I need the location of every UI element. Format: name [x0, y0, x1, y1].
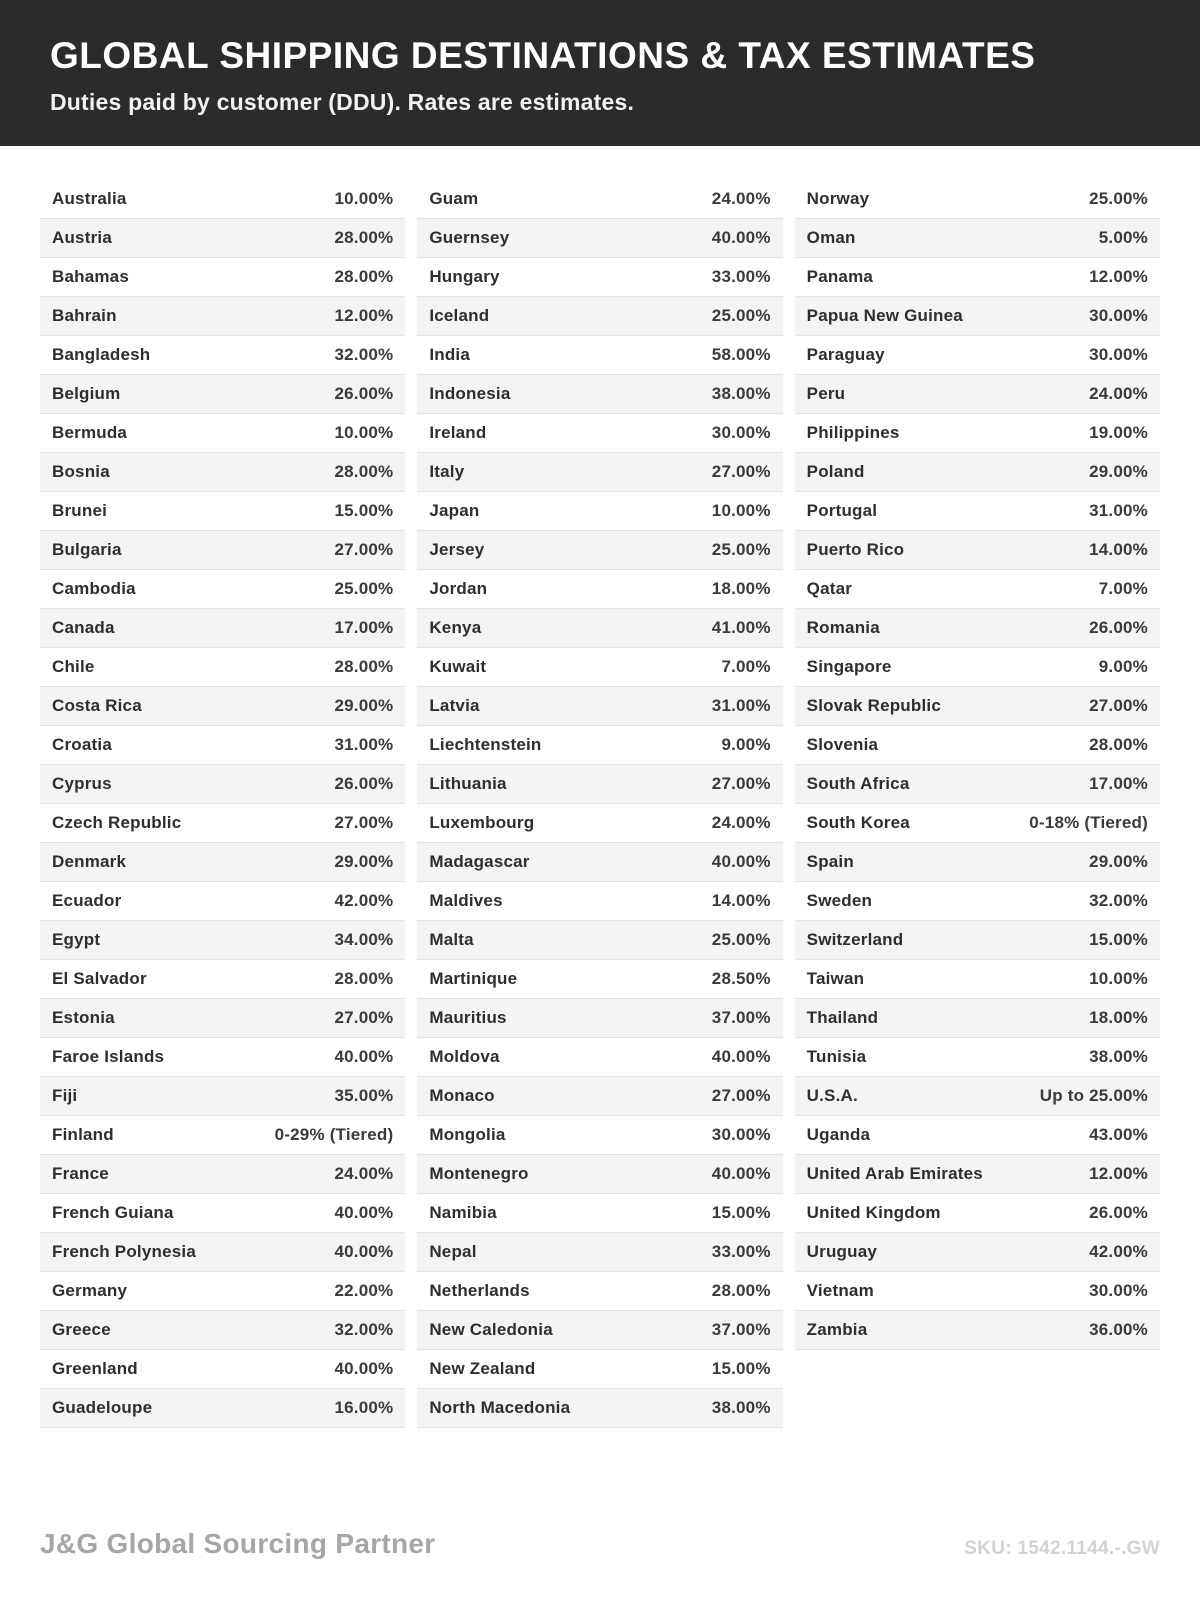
- table-row: [40, 1077, 405, 1116]
- country-name: U.S.A.: [806, 1085, 858, 1105]
- rate-value: 27.00%: [334, 539, 394, 559]
- country-name: New Caledonia: [429, 1319, 553, 1339]
- table-row: [795, 1155, 1160, 1194]
- table-row: [417, 882, 782, 921]
- country-name: Canada: [52, 617, 115, 637]
- rate-value: 32.00%: [334, 344, 394, 364]
- country-name: Bosnia: [52, 461, 110, 481]
- table-row: [417, 414, 782, 453]
- country-name: Romania: [806, 617, 880, 637]
- table-row: [40, 297, 405, 336]
- table-row: [417, 999, 782, 1038]
- rate-value: 10.00%: [1089, 968, 1148, 988]
- table-row: [40, 687, 405, 726]
- country-name: Germany: [52, 1280, 128, 1300]
- table-row: [795, 1077, 1160, 1116]
- country-name: Monaco: [429, 1085, 495, 1105]
- country-name: Cyprus: [52, 773, 112, 793]
- rate-value: 30.00%: [1089, 305, 1148, 325]
- table-row: [795, 297, 1160, 336]
- table-row: [417, 765, 782, 804]
- rate-value: 30.00%: [1089, 1280, 1148, 1300]
- rate-value: 58.00%: [711, 344, 771, 364]
- rate-value: 25.00%: [711, 539, 771, 559]
- table-row: [795, 219, 1160, 258]
- country-name: Sweden: [806, 890, 873, 910]
- table-row: [40, 1311, 405, 1350]
- country-name: Oman: [806, 227, 856, 247]
- country-name: Slovenia: [806, 734, 879, 754]
- rate-value: Up to 25.00%: [1039, 1085, 1148, 1105]
- rate-value: 28.50%: [711, 968, 771, 988]
- table-row: [417, 687, 782, 726]
- country-name: Guernsey: [429, 227, 510, 247]
- rate-value: 25.00%: [711, 305, 771, 325]
- country-name: Bahamas: [52, 266, 129, 286]
- country-name: French Guiana: [52, 1202, 174, 1222]
- rate-value: 34.00%: [334, 929, 394, 949]
- table-row: [795, 999, 1160, 1038]
- country-name: Taiwan: [806, 968, 865, 988]
- rate-value: 40.00%: [334, 1358, 394, 1378]
- header: [0, 0, 1200, 146]
- table-row: [40, 882, 405, 921]
- rate-value: 10.00%: [334, 422, 394, 442]
- country-name: Norway: [806, 188, 870, 208]
- rate-value: 24.00%: [711, 812, 771, 832]
- country-name: El Salvador: [52, 968, 147, 988]
- rate-value: 40.00%: [334, 1241, 394, 1261]
- table-row: [417, 1194, 782, 1233]
- country-name: Netherlands: [429, 1280, 530, 1300]
- country-name: Bahrain: [52, 305, 117, 325]
- rate-value: 37.00%: [711, 1319, 771, 1339]
- rate-value: 27.00%: [1089, 695, 1148, 715]
- country-name: Brunei: [52, 500, 108, 520]
- country-name: Moldova: [429, 1046, 500, 1066]
- rate-value: 29.00%: [1089, 851, 1148, 871]
- country-name: Singapore: [806, 656, 892, 676]
- rate-value: 25.00%: [1089, 188, 1148, 208]
- rate-value: 35.00%: [334, 1085, 394, 1105]
- table-row: [417, 297, 782, 336]
- country-name: Papua New Guinea: [806, 305, 963, 325]
- rate-value: 16.00%: [334, 1397, 394, 1417]
- table-row: [795, 804, 1160, 843]
- rate-value: 32.00%: [1089, 890, 1148, 910]
- country-name: Estonia: [52, 1007, 115, 1027]
- rate-value: 14.00%: [1089, 539, 1148, 559]
- country-name: New Zealand: [429, 1358, 536, 1378]
- country-name: Maldives: [429, 890, 503, 910]
- rate-value: 15.00%: [711, 1358, 771, 1378]
- table-row: [795, 375, 1160, 414]
- table-row: [40, 726, 405, 765]
- rate-value: 17.00%: [1089, 773, 1148, 793]
- table-row: [40, 843, 405, 882]
- sku-text: SKU: 1542.1144.-.GW: [964, 1538, 1160, 1559]
- rate-value: 30.00%: [1089, 344, 1148, 364]
- country-name: France: [52, 1163, 109, 1183]
- country-name: Greece: [52, 1319, 111, 1339]
- country-name: Egypt: [52, 929, 101, 949]
- rate-value: 0-29% (Tiered): [274, 1124, 394, 1144]
- table-row: [795, 726, 1160, 765]
- table-row: [40, 180, 405, 219]
- table-row: [795, 1194, 1160, 1233]
- country-name: Qatar: [806, 578, 853, 598]
- country-name: Chile: [52, 656, 95, 676]
- rate-value: 36.00%: [1089, 1319, 1148, 1339]
- table-row: [417, 843, 782, 882]
- table-row: [40, 921, 405, 960]
- rate-value: 28.00%: [334, 461, 394, 481]
- country-name: Iceland: [429, 305, 490, 325]
- rate-value: 26.00%: [1089, 617, 1148, 637]
- rate-value: 28.00%: [334, 656, 394, 676]
- table-row: [417, 726, 782, 765]
- country-name: Liechtenstein: [429, 734, 542, 754]
- table-row: [417, 1389, 782, 1428]
- table-row: [795, 921, 1160, 960]
- rate-value: 40.00%: [711, 851, 771, 871]
- table-row: [417, 375, 782, 414]
- country-name: Hungary: [429, 266, 500, 286]
- country-name: Indonesia: [429, 383, 511, 403]
- table-row: [417, 453, 782, 492]
- country-name: Cambodia: [52, 578, 136, 598]
- country-name: Spain: [806, 851, 854, 871]
- table-row: [40, 999, 405, 1038]
- table-row: [795, 570, 1160, 609]
- rate-value: 42.00%: [334, 890, 394, 910]
- rate-value: 15.00%: [334, 500, 394, 520]
- rate-value: 12.00%: [334, 305, 394, 325]
- country-name: South Korea: [806, 812, 910, 832]
- rate-value: 7.00%: [721, 656, 771, 676]
- rate-value: 22.00%: [334, 1280, 394, 1300]
- country-name: Slovak Republic: [806, 695, 941, 715]
- rate-value: 29.00%: [334, 695, 394, 715]
- rate-value: 15.00%: [711, 1202, 771, 1222]
- country-name: Switzerland: [806, 929, 904, 949]
- country-name: Ecuador: [52, 890, 122, 910]
- rate-value: 24.00%: [711, 188, 771, 208]
- table-row: [40, 648, 405, 687]
- rates-column-1: [40, 180, 405, 1428]
- rate-value: 14.00%: [711, 890, 771, 910]
- country-name: Malta: [429, 929, 474, 949]
- country-name: Austria: [52, 227, 112, 247]
- brand-text: J&G Global Sourcing Partner: [40, 1528, 436, 1559]
- table-row: [40, 1194, 405, 1233]
- table-row: [417, 609, 782, 648]
- country-name: Luxembourg: [429, 812, 535, 832]
- rate-value: 38.00%: [711, 383, 771, 403]
- table-row: [795, 765, 1160, 804]
- rate-value: 18.00%: [711, 578, 771, 598]
- rate-value: 27.00%: [334, 1007, 394, 1027]
- country-name: Philippines: [806, 422, 900, 442]
- country-name: Peru: [806, 383, 846, 403]
- table-row: [417, 1350, 782, 1389]
- rate-value: 31.00%: [1089, 500, 1148, 520]
- country-name: Thailand: [806, 1007, 879, 1027]
- rate-value: 28.00%: [711, 1280, 771, 1300]
- rate-value: 41.00%: [711, 617, 771, 637]
- table-row: [40, 414, 405, 453]
- table-row: [417, 1311, 782, 1350]
- rate-value: 31.00%: [334, 734, 394, 754]
- rate-value: 5.00%: [1098, 227, 1148, 247]
- rate-value: 17.00%: [334, 617, 394, 637]
- country-name: Guam: [429, 188, 479, 208]
- table-row: [40, 765, 405, 804]
- country-name: Latvia: [429, 695, 480, 715]
- rate-value: 28.00%: [334, 968, 394, 988]
- table-row: [417, 1155, 782, 1194]
- rate-value: 9.00%: [1098, 656, 1148, 676]
- page-subtitle: Duties paid by customer (DDU). Rates are estimates.: [50, 88, 635, 115]
- rate-value: 40.00%: [334, 1046, 394, 1066]
- rate-value: 10.00%: [711, 500, 771, 520]
- table-row: [795, 960, 1160, 999]
- country-name: Greenland: [52, 1358, 138, 1378]
- rate-value: 32.00%: [334, 1319, 394, 1339]
- table-row: [417, 960, 782, 999]
- country-name: Kuwait: [429, 656, 487, 676]
- table-row: [40, 258, 405, 297]
- rate-value: 19.00%: [1089, 422, 1148, 442]
- country-name: Kenya: [429, 617, 482, 637]
- rates-column-2: [417, 180, 782, 1428]
- rate-value: 27.00%: [334, 812, 394, 832]
- rate-value: 0-18% (Tiered): [1029, 812, 1148, 832]
- table-row: [417, 1116, 782, 1155]
- country-name: Uganda: [806, 1124, 871, 1144]
- table-row: [795, 648, 1160, 687]
- rate-value: 24.00%: [1089, 383, 1148, 403]
- rate-value: 28.00%: [334, 227, 394, 247]
- table-row: [40, 336, 405, 375]
- table-row: [40, 1038, 405, 1077]
- rate-value: 40.00%: [711, 1163, 771, 1183]
- country-name: Mauritius: [429, 1007, 507, 1027]
- table-row: [795, 531, 1160, 570]
- country-name: Montenegro: [429, 1163, 529, 1183]
- table-row: [417, 219, 782, 258]
- table-row: [795, 336, 1160, 375]
- country-name: Puerto Rico: [806, 539, 905, 559]
- country-name: Japan: [429, 500, 480, 520]
- table-row: [795, 180, 1160, 219]
- table-row: [417, 1038, 782, 1077]
- table-row: [795, 882, 1160, 921]
- country-name: Martinique: [429, 968, 518, 988]
- footer: [0, 1528, 1200, 1600]
- table-row: [417, 921, 782, 960]
- rate-value: 40.00%: [334, 1202, 394, 1222]
- table-row: [795, 492, 1160, 531]
- table-row: [795, 453, 1160, 492]
- table-row: [795, 1233, 1160, 1272]
- country-name: Finland: [52, 1124, 114, 1144]
- table-row: [40, 804, 405, 843]
- country-name: Lithuania: [429, 773, 507, 793]
- table-row: [417, 1272, 782, 1311]
- table-row: [417, 648, 782, 687]
- rate-value: 26.00%: [334, 383, 394, 403]
- table-row: [40, 531, 405, 570]
- rate-value: 33.00%: [711, 266, 771, 286]
- country-name: Denmark: [52, 851, 127, 871]
- rate-value: 25.00%: [334, 578, 394, 598]
- table-row: [417, 336, 782, 375]
- rate-value: 7.00%: [1098, 578, 1148, 598]
- country-name: Croatia: [52, 734, 112, 754]
- country-name: South Africa: [806, 773, 910, 793]
- country-name: Panama: [806, 266, 874, 286]
- table-row: [417, 1077, 782, 1116]
- rate-value: 27.00%: [711, 773, 771, 793]
- country-name: Vietnam: [806, 1280, 874, 1300]
- country-name: Namibia: [429, 1202, 497, 1222]
- country-name: Tunisia: [806, 1046, 867, 1066]
- table-row: [795, 1272, 1160, 1311]
- table-row: [40, 570, 405, 609]
- rate-value: 29.00%: [334, 851, 394, 871]
- country-name: Faroe Islands: [52, 1046, 165, 1066]
- table-row: [795, 1038, 1160, 1077]
- country-name: Mongolia: [429, 1124, 506, 1144]
- table-row: [795, 843, 1160, 882]
- rate-value: 40.00%: [711, 1046, 771, 1066]
- country-name: Paraguay: [806, 344, 885, 364]
- country-name: Portugal: [806, 500, 878, 520]
- country-name: India: [429, 344, 470, 364]
- rate-value: 24.00%: [334, 1163, 394, 1183]
- rate-value: 27.00%: [711, 1085, 771, 1105]
- table-row: [40, 453, 405, 492]
- table-row: [795, 1311, 1160, 1350]
- table-row: [417, 570, 782, 609]
- table-row: [417, 492, 782, 531]
- rate-value: 10.00%: [334, 188, 394, 208]
- table-row: [40, 375, 405, 414]
- table-row: [40, 219, 405, 258]
- country-name: Bulgaria: [52, 539, 122, 559]
- rate-value: 28.00%: [334, 266, 394, 286]
- rates-column-3: [795, 180, 1160, 1350]
- country-name: Bermuda: [52, 422, 128, 442]
- table-row: [40, 960, 405, 999]
- rate-value: 26.00%: [334, 773, 394, 793]
- rate-value: 42.00%: [1089, 1241, 1148, 1261]
- rate-value: 26.00%: [1089, 1202, 1148, 1222]
- rate-value: 38.00%: [711, 1397, 771, 1417]
- country-name: Australia: [52, 188, 127, 208]
- table-row: [40, 1116, 405, 1155]
- rate-value: 37.00%: [711, 1007, 771, 1027]
- country-name: Czech Republic: [52, 812, 182, 832]
- country-name: North Macedonia: [429, 1397, 571, 1417]
- country-name: United Kingdom: [806, 1202, 941, 1222]
- rate-value: 9.00%: [721, 734, 771, 754]
- table-row: [417, 804, 782, 843]
- rate-value: 27.00%: [711, 461, 771, 481]
- table-row: [417, 531, 782, 570]
- country-name: French Polynesia: [52, 1241, 196, 1261]
- rate-value: 30.00%: [711, 422, 771, 442]
- table-row: [40, 1272, 405, 1311]
- table-row: [40, 492, 405, 531]
- table-row: [40, 1155, 405, 1194]
- country-name: Madagascar: [429, 851, 530, 871]
- country-name: Zambia: [806, 1319, 868, 1339]
- country-name: Belgium: [52, 383, 121, 403]
- rate-value: 38.00%: [1089, 1046, 1148, 1066]
- country-name: United Arab Emirates: [806, 1163, 983, 1183]
- table-row: [795, 1116, 1160, 1155]
- country-name: Uruguay: [806, 1241, 878, 1261]
- country-name: Fiji: [52, 1085, 78, 1105]
- table-row: [417, 180, 782, 219]
- table-row: [417, 258, 782, 297]
- rates-table: [0, 146, 1200, 1428]
- table-row: [40, 1350, 405, 1389]
- country-name: Guadeloupe: [52, 1397, 153, 1417]
- country-name: Nepal: [429, 1241, 477, 1261]
- rate-value: 33.00%: [711, 1241, 771, 1261]
- country-name: Jordan: [429, 578, 488, 598]
- table-row: [40, 1389, 405, 1428]
- rate-value: 28.00%: [1089, 734, 1148, 754]
- table-row: [417, 1233, 782, 1272]
- table-row: [40, 1233, 405, 1272]
- page-title: GLOBAL SHIPPING DESTINATIONS & TAX ESTIMATES: [50, 35, 1036, 76]
- country-name: Bangladesh: [52, 344, 151, 364]
- rate-value: 25.00%: [711, 929, 771, 949]
- rate-value: 29.00%: [1089, 461, 1148, 481]
- rate-value: 43.00%: [1089, 1124, 1148, 1144]
- rate-value: 40.00%: [711, 227, 771, 247]
- country-name: Poland: [806, 461, 865, 481]
- rate-value: 12.00%: [1089, 266, 1148, 286]
- rate-value: 15.00%: [1089, 929, 1148, 949]
- table-row: [795, 414, 1160, 453]
- table-row: [40, 609, 405, 648]
- rate-value: 31.00%: [711, 695, 771, 715]
- country-name: Jersey: [429, 539, 485, 559]
- country-name: Italy: [429, 461, 465, 481]
- table-row: [795, 609, 1160, 648]
- table-row: [795, 687, 1160, 726]
- table-row: [795, 258, 1160, 297]
- rate-value: 12.00%: [1089, 1163, 1148, 1183]
- country-name: Costa Rica: [52, 695, 142, 715]
- rate-value: 30.00%: [711, 1124, 771, 1144]
- country-name: Ireland: [429, 422, 487, 442]
- rate-value: 18.00%: [1089, 1007, 1148, 1027]
